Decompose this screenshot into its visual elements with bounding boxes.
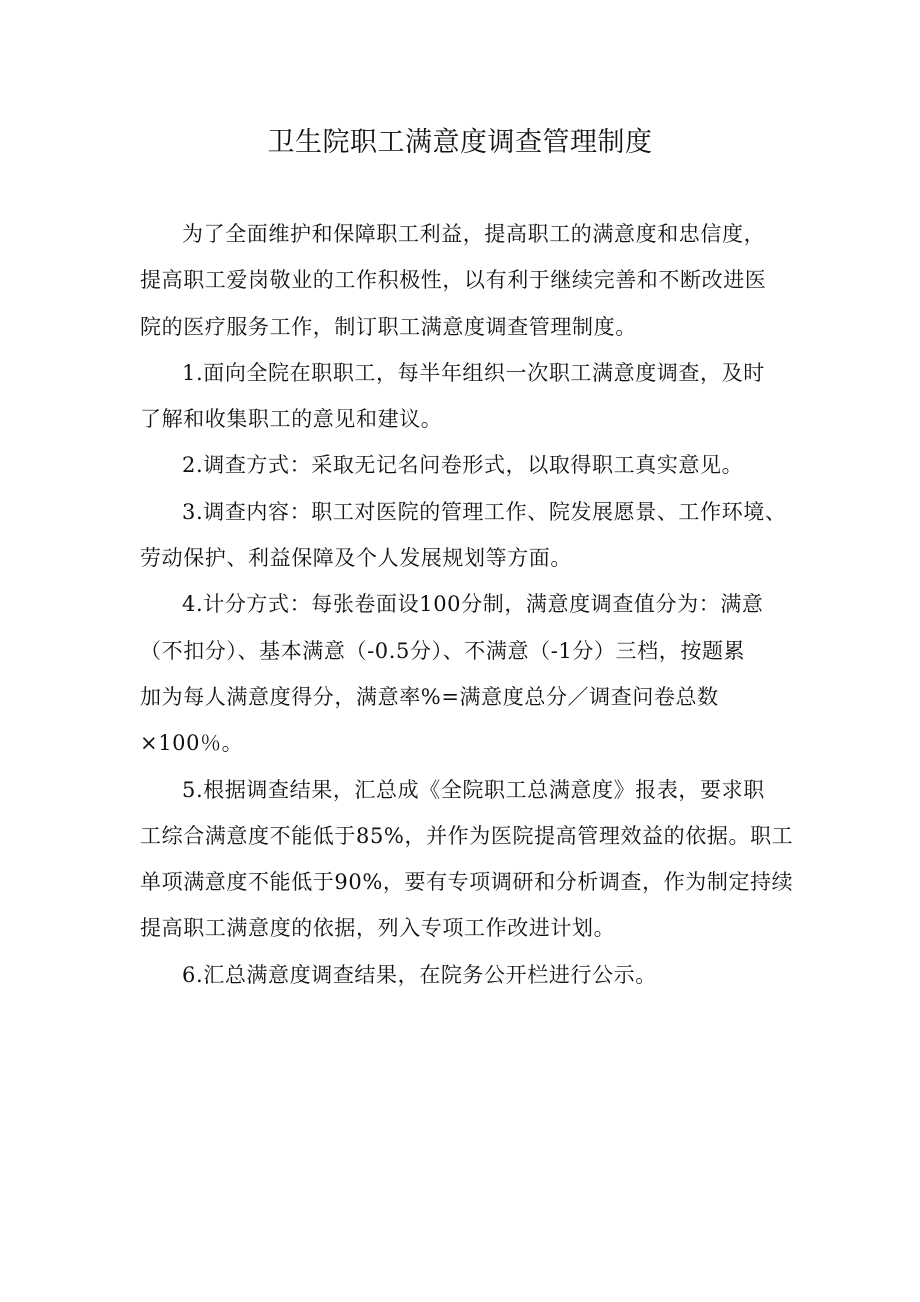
text-line: 劳动保护、利益保障及个人发展规划等方面。 — [140, 546, 572, 571]
paragraph — [140, 767, 794, 952]
text-line: 4.计分方式：每张卷面设100分制，满意度调查值分为：满意 — [182, 592, 764, 617]
paragraph — [140, 442, 785, 488]
text-line: （不扣分）、基本满意（-0.5分）、不满意（-1分）三档，按题累 — [140, 638, 746, 663]
paragraph — [140, 952, 785, 998]
text-line: 加为每人满意度得分，满意率%=满意度总分／调查问卷总数 — [140, 684, 719, 709]
text-line: 1.面向全院在职职工，每半年组织一次职工满意度调查，及时 — [182, 360, 765, 385]
text-line: 了解和收集职工的意见和建议。 — [140, 407, 443, 432]
text-line: 为了全面维护和保障职工利益，提高职工的满意度和忠信度， — [182, 222, 766, 246]
text-line: 6.汇总满意度调查结果，在院务公开栏进行公示。 — [182, 962, 657, 987]
text-line: 单项满意度不能低于90%，要有专项调研和分析调查，作为制定持续 — [140, 870, 794, 895]
text-line: 提高职工爱岗敬业的工作积极性，以有利于继续完善和不断改进医 — [140, 268, 767, 293]
text-line: 工综合满意度不能低于85%，并作为医院提高管理效益的依据。职工 — [140, 823, 794, 848]
paragraph — [140, 581, 785, 766]
paragraph — [140, 211, 785, 350]
text-line: 2.调查方式：采取无记名问卷形式，以取得职工真实意见。 — [182, 453, 744, 478]
paragraph — [140, 489, 785, 582]
text-line: ×100％。 — [140, 731, 244, 756]
text-line: 5.根据调查结果，汇总成《全院职工总满意度》报表，要求职 — [182, 777, 765, 802]
document-body — [140, 211, 794, 998]
document-title: 卫生院职工满意度调查管理制度 — [267, 127, 653, 158]
text-line: 提高职工满意度的依据，列入专项工作改进计划。 — [140, 916, 616, 941]
text-line: 院的医疗服务工作，制订职工满意度调查管理制度。 — [140, 314, 637, 339]
paragraph — [140, 350, 785, 443]
text-line: 3.调查内容：职工对医院的管理工作、院发展愿景、工作环境、 — [182, 499, 787, 524]
